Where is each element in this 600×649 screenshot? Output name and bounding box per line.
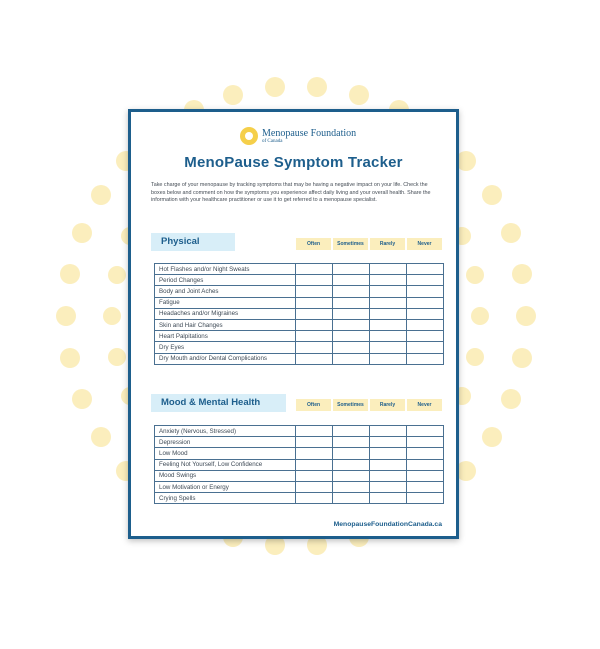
checkbox-rarely[interactable] bbox=[370, 264, 407, 275]
symptom-label: Skin and Hair Changes bbox=[155, 319, 296, 330]
checkbox-often[interactable] bbox=[296, 437, 333, 448]
decorative-dot bbox=[466, 348, 484, 366]
section-label-mood: Mood & Mental Health bbox=[151, 394, 286, 412]
checkbox-sometimes[interactable] bbox=[333, 493, 370, 504]
checkbox-never[interactable] bbox=[407, 342, 444, 353]
decorative-dot bbox=[91, 427, 111, 447]
decorative-dot bbox=[108, 266, 126, 284]
table-row bbox=[155, 426, 444, 437]
logo-name: Menopause Foundation bbox=[262, 127, 357, 139]
section-label-physical: Physical bbox=[151, 233, 235, 251]
checkbox-rarely[interactable] bbox=[370, 459, 407, 470]
decorative-dot bbox=[103, 307, 121, 325]
checkbox-often[interactable] bbox=[296, 297, 333, 308]
checkbox-never[interactable] bbox=[407, 493, 444, 504]
symptom-label: Low Motivation or Energy bbox=[155, 481, 296, 492]
decorative-dot bbox=[516, 306, 536, 326]
decorative-dot bbox=[60, 348, 80, 368]
checkbox-often[interactable] bbox=[296, 448, 333, 459]
table-row bbox=[155, 481, 444, 492]
checkbox-often[interactable] bbox=[296, 493, 333, 504]
checkbox-rarely[interactable] bbox=[370, 437, 407, 448]
checkbox-often[interactable] bbox=[296, 481, 333, 492]
decorative-dot bbox=[512, 348, 532, 368]
table-row bbox=[155, 264, 444, 275]
checkbox-often[interactable] bbox=[296, 275, 333, 286]
table-row bbox=[155, 319, 444, 330]
symptom-label: Hot Flashes and/or Night Sweats bbox=[155, 264, 296, 275]
checkbox-rarely[interactable] bbox=[370, 493, 407, 504]
physical-symptom-table bbox=[154, 263, 444, 365]
table-row bbox=[155, 459, 444, 470]
checkbox-never[interactable] bbox=[407, 264, 444, 275]
checkbox-never[interactable] bbox=[407, 297, 444, 308]
decorative-dot bbox=[56, 306, 76, 326]
checkbox-often[interactable] bbox=[296, 470, 333, 481]
checkbox-rarely[interactable] bbox=[370, 353, 407, 364]
freq-header-often: Often bbox=[296, 238, 331, 250]
symptom-label: Fatigue bbox=[155, 297, 296, 308]
checkbox-rarely[interactable] bbox=[370, 426, 407, 437]
logo bbox=[240, 125, 356, 147]
checkbox-never[interactable] bbox=[407, 353, 444, 364]
table-row bbox=[155, 353, 444, 364]
freq-header-never: Never bbox=[407, 399, 442, 411]
decorative-dot bbox=[349, 85, 369, 105]
checkbox-never[interactable] bbox=[407, 286, 444, 297]
table-row bbox=[155, 331, 444, 342]
intro-paragraph: Take charge of your menopause by tracking symptoms that may be having a negative impact on your life. Check the boxes below and comment on how the symptoms you experience affect daily living and your overall health. Share the information with your healthcare practitioner or use it to get referred to a menopause specialist. bbox=[151, 182, 431, 204]
table-row bbox=[155, 493, 444, 504]
symptom-label: Period Changes bbox=[155, 275, 296, 286]
decorative-dot bbox=[60, 264, 80, 284]
checkbox-rarely[interactable] bbox=[370, 319, 407, 330]
checkbox-never[interactable] bbox=[407, 308, 444, 319]
decorative-dot bbox=[482, 185, 502, 205]
checkbox-never[interactable] bbox=[407, 470, 444, 481]
checkbox-often[interactable] bbox=[296, 342, 333, 353]
checkbox-often[interactable] bbox=[296, 319, 333, 330]
table-row bbox=[155, 286, 444, 297]
freq-header-often: Often bbox=[296, 399, 331, 411]
decorative-dot bbox=[512, 264, 532, 284]
symptom-label: Dry Mouth and/or Dental Complications bbox=[155, 353, 296, 364]
checkbox-never[interactable] bbox=[407, 426, 444, 437]
table-row bbox=[155, 470, 444, 481]
checkbox-often[interactable] bbox=[296, 331, 333, 342]
logo-subtitle: of Canada bbox=[262, 138, 283, 144]
checkbox-often[interactable] bbox=[296, 459, 333, 470]
symptom-label: Low Mood bbox=[155, 448, 296, 459]
checkbox-rarely[interactable] bbox=[370, 470, 407, 481]
freq-header-never: Never bbox=[407, 238, 442, 250]
mood-symptom-table bbox=[154, 425, 444, 504]
checkbox-rarely[interactable] bbox=[370, 308, 407, 319]
checkbox-sometimes[interactable] bbox=[333, 470, 370, 481]
checkbox-never[interactable] bbox=[407, 319, 444, 330]
freq-header-sometimes: Sometimes bbox=[333, 238, 368, 250]
decorative-dot bbox=[223, 85, 243, 105]
freq-header-sometimes: Sometimes bbox=[333, 399, 368, 411]
checkbox-sometimes[interactable] bbox=[333, 297, 370, 308]
checkbox-sometimes[interactable] bbox=[333, 286, 370, 297]
checkbox-sometimes[interactable] bbox=[333, 353, 370, 364]
checkbox-sometimes[interactable] bbox=[333, 319, 370, 330]
checkbox-never[interactable] bbox=[407, 448, 444, 459]
checkbox-sometimes[interactable] bbox=[333, 264, 370, 275]
checkbox-never[interactable] bbox=[407, 459, 444, 470]
checkbox-often[interactable] bbox=[296, 308, 333, 319]
symptom-label: Dry Eyes bbox=[155, 342, 296, 353]
symptom-label: Heart Palpitations bbox=[155, 331, 296, 342]
checkbox-often[interactable] bbox=[296, 353, 333, 364]
page-title: MenoPause Symptom Tracker bbox=[184, 154, 403, 171]
symptom-label: Anxiety (Nervous, Stressed) bbox=[155, 426, 296, 437]
checkbox-sometimes[interactable] bbox=[333, 426, 370, 437]
sun-circle-icon bbox=[240, 127, 258, 145]
symptom-tracker-sheet bbox=[128, 109, 459, 539]
checkbox-sometimes[interactable] bbox=[333, 342, 370, 353]
checkbox-sometimes[interactable] bbox=[333, 437, 370, 448]
decorative-dot bbox=[72, 389, 92, 409]
symptom-label: Headaches and/or Migraines bbox=[155, 308, 296, 319]
checkbox-rarely[interactable] bbox=[370, 448, 407, 459]
checkbox-never[interactable] bbox=[407, 331, 444, 342]
decorative-dot bbox=[108, 348, 126, 366]
decorative-dot bbox=[265, 77, 285, 97]
checkbox-never[interactable] bbox=[407, 275, 444, 286]
checkbox-sometimes[interactable] bbox=[333, 459, 370, 470]
checkbox-rarely[interactable] bbox=[370, 297, 407, 308]
decorative-dot bbox=[72, 223, 92, 243]
checkbox-rarely[interactable] bbox=[370, 481, 407, 492]
checkbox-rarely[interactable] bbox=[370, 331, 407, 342]
checkbox-sometimes[interactable] bbox=[333, 448, 370, 459]
checkbox-sometimes[interactable] bbox=[333, 308, 370, 319]
decorative-dot bbox=[501, 223, 521, 243]
symptom-label: Feeling Not Yourself, Low Confidence bbox=[155, 459, 296, 470]
freq-header-rarely: Rarely bbox=[370, 238, 405, 250]
symptom-label: Body and Joint Aches bbox=[155, 286, 296, 297]
checkbox-sometimes[interactable] bbox=[333, 481, 370, 492]
table-row bbox=[155, 448, 444, 459]
checkbox-rarely[interactable] bbox=[370, 275, 407, 286]
decorative-dot bbox=[471, 307, 489, 325]
checkbox-rarely[interactable] bbox=[370, 286, 407, 297]
website-link[interactable]: MenopauseFoundationCanada.ca bbox=[333, 521, 442, 528]
decorative-dot bbox=[501, 389, 521, 409]
table-row bbox=[155, 342, 444, 353]
table-row bbox=[155, 275, 444, 286]
checkbox-never[interactable] bbox=[407, 481, 444, 492]
decorative-dot bbox=[482, 427, 502, 447]
checkbox-often[interactable] bbox=[296, 426, 333, 437]
checkbox-often[interactable] bbox=[296, 286, 333, 297]
freq-header-rarely: Rarely bbox=[370, 399, 405, 411]
symptom-label: Depression bbox=[155, 437, 296, 448]
table-row bbox=[155, 297, 444, 308]
table-row bbox=[155, 308, 444, 319]
checkbox-never[interactable] bbox=[407, 437, 444, 448]
checkbox-sometimes[interactable] bbox=[333, 275, 370, 286]
symptom-label: Mood Swings bbox=[155, 470, 296, 481]
decorative-dot bbox=[456, 151, 476, 171]
decorative-dot bbox=[91, 185, 111, 205]
symptom-label: Crying Spells bbox=[155, 493, 296, 504]
checkbox-sometimes[interactable] bbox=[333, 331, 370, 342]
table-row bbox=[155, 437, 444, 448]
checkbox-often[interactable] bbox=[296, 264, 333, 275]
decorative-dot bbox=[307, 77, 327, 97]
decorative-dot bbox=[456, 461, 476, 481]
decorative-dot bbox=[466, 266, 484, 284]
checkbox-rarely[interactable] bbox=[370, 342, 407, 353]
